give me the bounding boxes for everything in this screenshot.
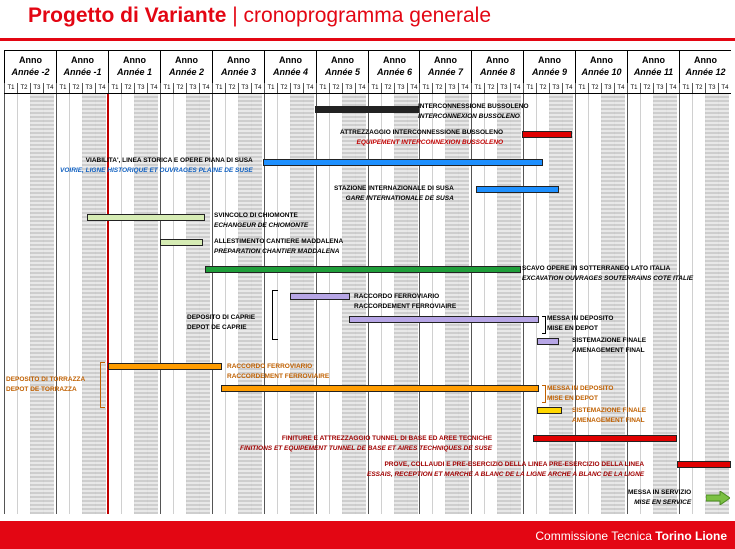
label-caprie-raccordo-it: RACCORDO FERROVIARIO: [354, 293, 440, 300]
title-main: Progetto di Variante: [28, 4, 227, 27]
label-servizio-it: MESSA IN SERVIZIO: [628, 489, 692, 496]
quarter-label: T4: [510, 83, 523, 93]
quarter-label: T4: [95, 83, 108, 93]
quarter-row: [212, 83, 264, 93]
year-label-fr: Année 12: [685, 67, 726, 77]
year-label-it: Anno: [538, 55, 561, 65]
caprie-bracket: [272, 290, 278, 340]
year-stripe: [653, 94, 677, 514]
quarter-gridline: [17, 94, 18, 514]
year-gridline: [679, 94, 680, 514]
quarter-label: T2: [640, 83, 653, 93]
label-caprie-site: [187, 313, 255, 333]
label-allestimento-fr: PREPARATION CHANTIER MADDALENA: [214, 248, 340, 255]
year-header-9: [471, 50, 523, 83]
label-torrazza-site-it: DEPOSITO DI TORRAZZA: [6, 376, 86, 383]
label-caprie-messa-it: MESSA IN DEPOSITO: [547, 315, 614, 322]
year-header-10: [523, 50, 575, 83]
quarter-label: T2: [588, 83, 601, 93]
label-torrazza-raccordo: [227, 362, 329, 382]
year-label-fr: Année 6: [376, 67, 412, 77]
year-label-it: Anno: [71, 55, 94, 65]
quarter-label: T1: [316, 83, 329, 93]
year-header-3: [160, 50, 212, 83]
quarter-label: T1: [4, 83, 17, 93]
quarter-row: [627, 83, 679, 93]
year-stripe: [497, 94, 521, 514]
quarter-label: T2: [121, 83, 134, 93]
label-attrezzaggio: [340, 128, 503, 148]
bar-prove: [677, 461, 731, 468]
quarter-label: T4: [147, 83, 160, 93]
bar-caprie-raccordo: [290, 293, 350, 300]
year-label-it: Anno: [19, 55, 42, 65]
bar-viabilita: [263, 159, 543, 166]
label-torrazza-sist-it: SISTEMAZIONE FINALE: [572, 407, 647, 414]
year-label-it: Anno: [123, 55, 146, 65]
footer-prefix: Commissione Tecnica: [535, 529, 652, 543]
label-torrazza-sist-fr: AMENAGEMENT FINAL: [572, 417, 645, 424]
quarter-row: [575, 83, 627, 93]
label-svincolo: [214, 211, 308, 231]
label-svincolo-it: SVINCOLO DI CHIOMONTE: [214, 212, 298, 219]
quarter-row: [419, 83, 471, 93]
year-label-fr: Année 8: [479, 67, 515, 77]
year-header-2: [108, 50, 160, 83]
label-interconnessione-it: INTERCONNESSIONE BUSSOLENO: [418, 103, 529, 110]
torrazza-messa-bracket: [542, 385, 546, 403]
bar-caprie-sistemazione: [537, 338, 559, 345]
label-caprie-site-it: DEPOSITO DI CAPRIE: [187, 314, 256, 321]
bar-attrezzaggio: [522, 131, 572, 138]
year-gridline: [627, 94, 628, 514]
label-viabilita-it: VIABILITA', LINEA STORICA E OPERE PIANA DI SUSA: [85, 157, 253, 164]
quarter-label: T3: [290, 83, 303, 93]
quarter-label: T4: [251, 83, 264, 93]
quarter-label: T2: [225, 83, 238, 93]
title-separator: |: [232, 4, 238, 27]
label-servizio: [628, 488, 691, 508]
quarter-label: T3: [653, 83, 666, 93]
year-header-11: [575, 50, 627, 83]
year-label-it: Anno: [642, 55, 665, 65]
label-servizio-fr: MISE EN SERVICE: [634, 499, 692, 506]
bar-interconnessione: [315, 106, 419, 113]
label-svincolo-fr: ECHANGEUR DE CHIOMONTE: [214, 222, 309, 229]
quarter-label: T2: [432, 83, 445, 93]
year-label-it: Anno: [434, 55, 457, 65]
year-label-it: Anno: [590, 55, 613, 65]
quarter-label: T4: [407, 83, 420, 93]
gantt-grid: [4, 94, 731, 514]
year-header-12: [627, 50, 679, 83]
year-header-8: [419, 50, 471, 83]
bar-caprie-messa: [349, 316, 539, 323]
bar-finiture: [533, 435, 677, 442]
bar-allestimento: [160, 239, 203, 246]
year-label-it: Anno: [383, 55, 406, 65]
quarter-label: T4: [666, 83, 679, 93]
quarter-label: T4: [458, 83, 471, 93]
quarter-label: T2: [484, 83, 497, 93]
label-torrazza-messa-it: MESSA IN DEPOSITO: [547, 385, 614, 392]
quarter-row: [56, 83, 108, 93]
label-torrazza-site-fr: DEPOT DE TORRAZZA: [6, 386, 77, 393]
quarter-label: T3: [30, 83, 43, 93]
page-title: [28, 4, 491, 28]
year-label-it: Anno: [694, 55, 717, 65]
quarter-label: T4: [355, 83, 368, 93]
year-header-13: [679, 50, 731, 83]
label-scavo-it: SCAVO OPERE IN SOTTERRANEO LATO ITALIA: [522, 265, 671, 272]
quarter-label: T1: [627, 83, 640, 93]
quarter-label: T2: [173, 83, 186, 93]
label-torrazza-messa: [547, 384, 613, 404]
quarter-gridline: [640, 94, 641, 514]
year-label-fr: Année 9: [531, 67, 567, 77]
label-attrezzaggio-it: ATTREZZAGGIO INTERCONNESSIONE BUSSOLENO: [340, 129, 504, 136]
quarter-label: T3: [601, 83, 614, 93]
quarter-label: T2: [17, 83, 30, 93]
torrazza-bracket: [100, 362, 105, 408]
label-prove-it: PROVE, COLLAUDI E PRE-ESERCIZIO DELLA LINEA PRE-ESERCIZIO DELLA LINEA: [384, 461, 645, 468]
service-arrow-icon: [706, 491, 730, 505]
quarter-label: T3: [342, 83, 355, 93]
year-label-it: Anno: [175, 55, 198, 65]
quarter-label: T3: [238, 83, 251, 93]
quarter-label: T3: [82, 83, 95, 93]
label-caprie-raccordo: [354, 292, 456, 312]
quarter-label: T3: [445, 83, 458, 93]
label-scavo-fr: EXCAVATION OUVRAGES SOUTERRAINS COTE ITALIE: [522, 275, 694, 282]
caprie-messa-bracket: [542, 316, 546, 334]
quarter-label: T1: [56, 83, 69, 93]
quarter-label: T3: [705, 83, 718, 93]
quarter-label: T1: [419, 83, 432, 93]
year-label-it: Anno: [279, 55, 302, 65]
label-finiture-it: FINITURE E ATTREZZAGGIO TUNNEL DI BASE ED AREE TECNICHE: [281, 435, 493, 442]
quarter-row: [108, 83, 160, 93]
quarter-label: T3: [549, 83, 562, 93]
year-label-it: Anno: [227, 55, 250, 65]
quarter-label: T1: [523, 83, 536, 93]
year-header-6: [316, 50, 368, 83]
label-stazione: [334, 184, 454, 204]
title-sub: cronoprogramma generale: [243, 4, 491, 27]
timeline-header: [4, 50, 731, 93]
quarter-row: [160, 83, 212, 93]
year-header-5: [264, 50, 316, 83]
bar-torrazza-messa: [221, 385, 539, 392]
label-caprie-messa: [547, 314, 613, 334]
year-label-it: Anno: [331, 55, 354, 65]
year-header-4: [212, 50, 264, 83]
label-interconnessione: [418, 102, 529, 122]
quarter-row: [4, 83, 56, 93]
footer-bar: [0, 521, 735, 549]
label-stazione-fr: GARE INTERNATIONALE DE SUSA: [345, 195, 454, 202]
year-label-fr: Année 7: [427, 67, 463, 77]
quarter-row: [264, 83, 316, 93]
year-label-fr: Année -2: [11, 67, 50, 77]
quarter-label: T4: [718, 83, 731, 93]
quarter-label: T1: [471, 83, 484, 93]
year-header-0: [4, 50, 56, 83]
quarter-label: T4: [43, 83, 56, 93]
quarter-row: [523, 83, 575, 93]
quarter-row: [368, 83, 420, 93]
label-viabilita-fr: VOIRIE, LIGNE HISTORIQUE ET OUVRAGES PLAINE DE SUSE: [60, 167, 253, 174]
label-torrazza-sistemazione: [572, 406, 646, 426]
quarter-label: T3: [497, 83, 510, 93]
quarter-row: [679, 83, 731, 93]
year-gridline: [4, 94, 5, 514]
bar-torrazza-raccordo: [108, 363, 222, 370]
year-header-1: [56, 50, 108, 83]
quarter-label: T3: [394, 83, 407, 93]
year-gridline: [523, 94, 524, 514]
year-label-fr: Année 2: [168, 67, 204, 77]
year-stripe: [601, 94, 625, 514]
year-label-fr: Année 11: [633, 67, 674, 77]
year-label-fr: Année 1: [116, 67, 152, 77]
year-label-fr: Année 10: [581, 67, 622, 77]
year-header-7: [368, 50, 420, 83]
quarter-gridline: [536, 94, 537, 514]
label-stazione-it: STAZIONE INTERNAZIONALE DI SUSA: [334, 185, 454, 192]
bar-torrazza-sistemazione: [537, 407, 562, 414]
quarter-label: T4: [199, 83, 212, 93]
label-attrezzaggio-fr: EQUIPEMENT INTERCONNEXION BUSSOLENO: [356, 139, 504, 146]
year-stripe: [549, 94, 573, 514]
quarter-gridline: [588, 94, 589, 514]
year-label-fr: Année 4: [272, 67, 308, 77]
quarter-label: T1: [264, 83, 277, 93]
label-finiture-fr: FINITIONS ET EQUIPEMENT TUNNEL DE BASE ET AIRES TECHNIQUES DE SUSE: [240, 445, 493, 452]
label-caprie-site-fr: DEPOT DE CAPRIE: [187, 324, 247, 331]
label-caprie-sist-it: SISTEMAZIONE FINALE: [572, 337, 647, 344]
label-caprie-messa-fr: MISE EN DEPOT: [547, 325, 598, 332]
year-gridline: [56, 94, 57, 514]
quarter-label: T2: [277, 83, 290, 93]
label-torrazza-raccordo-fr: RACCORDEMENT FERROVIAIRE: [227, 373, 330, 380]
label-caprie-sist-fr: AMENAGEMENT FINAL: [572, 347, 645, 354]
quarter-label: T1: [679, 83, 692, 93]
label-allestimento: [214, 237, 343, 257]
label-interconnessione-fr: INTERCONNEXION BUSSOLENO: [418, 113, 520, 120]
year-stripe: [705, 94, 729, 514]
quarter-label: T2: [69, 83, 82, 93]
label-viabilita: [60, 156, 253, 176]
quarter-label: T2: [536, 83, 549, 93]
year-label-fr: Année 3: [220, 67, 256, 77]
label-caprie-sistemazione: [572, 336, 646, 356]
label-prove: [367, 460, 644, 480]
label-caprie-raccordo-fr: RACCORDEMENT FERROVIAIRE: [354, 303, 457, 310]
quarter-label: T4: [614, 83, 627, 93]
label-torrazza-messa-fr: MISE EN DEPOT: [547, 395, 598, 402]
bar-scavo: [205, 266, 521, 273]
quarter-row: [471, 83, 523, 93]
quarter-gridline: [692, 94, 693, 514]
quarter-label: T1: [368, 83, 381, 93]
quarter-label: T2: [329, 83, 342, 93]
quarter-label: T3: [186, 83, 199, 93]
quarter-label: T1: [108, 83, 121, 93]
quarter-label: T2: [381, 83, 394, 93]
footer-brand: Torino Lione: [655, 529, 727, 543]
year-label-fr: Année -1: [63, 67, 102, 77]
year-label-fr: Année 5: [324, 67, 360, 77]
quarter-label: T1: [575, 83, 588, 93]
quarter-label: T1: [212, 83, 225, 93]
year-stripe: [30, 94, 54, 514]
label-allestimento-it: ALLESTIMENTO CANTIERE MADDALENA: [214, 238, 344, 245]
label-scavo: [522, 264, 693, 284]
footer-text: [535, 529, 727, 543]
quarter-label: T1: [160, 83, 173, 93]
quarter-label: T4: [303, 83, 316, 93]
bar-stazione: [476, 186, 559, 193]
title-underline: [0, 38, 735, 41]
year-gridline: [575, 94, 576, 514]
year-label-it: Anno: [486, 55, 509, 65]
quarter-label: T4: [562, 83, 575, 93]
quarter-label: T2: [692, 83, 705, 93]
quarter-row: [316, 83, 368, 93]
label-finiture: [240, 434, 492, 454]
label-torrazza-site: [6, 375, 85, 395]
quarter-label: T3: [134, 83, 147, 93]
bar-svincolo: [87, 214, 205, 221]
label-torrazza-raccordo-it: RACCORDO FERROVIARIO: [227, 363, 313, 370]
label-prove-fr: ESSAIS, RECEPTION ET MARCHE A BLANC DE LA LIGNE ARCHE A BLANC DE LA LIGNE: [367, 471, 645, 478]
